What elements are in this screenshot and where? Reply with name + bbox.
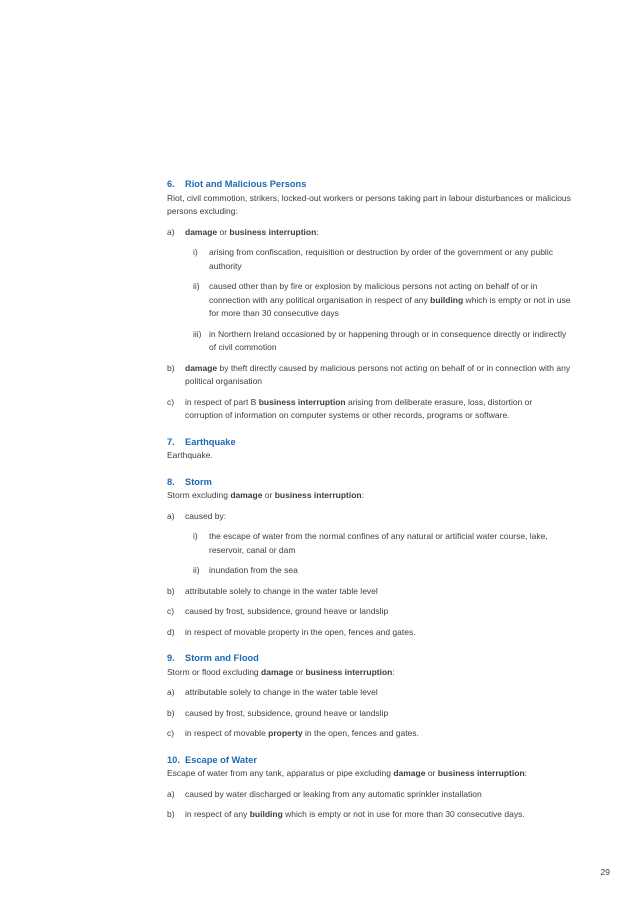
item-marker: b) [167,585,175,596]
item-text: in respect of movable property in the open, fences and gates. [185,626,416,637]
list-item [167,226,571,355]
section-heading [167,754,571,768]
item-marker: b) [167,707,175,718]
item-marker: a) [167,687,175,697]
item-text: in respect of movable property in the open, fences and gates. [185,728,419,738]
section-number: 6. [167,179,175,189]
sections-container [167,178,571,822]
subitem-marker: ii) [193,565,200,575]
section-title: Storm and Flood [185,653,259,663]
item-text: caused by water discharged or leaking from any automatic sprinkler installation [185,788,482,799]
policy-section [167,754,571,822]
section-title: Escape of Water [185,754,257,765]
item-text: caused by frost, subsidence, ground heave or landslip [185,606,389,616]
subitem-marker: ii) [193,281,200,291]
item-marker: a) [167,226,175,237]
subitem-text: arising from confiscation, requisition or destruction by order of the government or any public authority [209,247,553,271]
section-heading [167,178,571,192]
list-item [167,510,571,578]
section-heading [167,476,571,490]
section-items [167,226,571,423]
item-marker: c) [167,728,175,738]
item-marker: a) [167,788,175,799]
sub-list-item [193,280,571,321]
item-text: in respect of part B business interruption arising from deliberate erasure, loss, distortion or corruption of information on computer systems or other records, programs or software. [185,396,533,420]
section-intro: Riot, civil commotion, strikers, locked-out workers or persons taking part in labour disturbances or malicious persons excluding: [167,192,571,216]
section-number: 9. [167,653,175,663]
sub-list-item [193,328,571,355]
section-intro: Earthquake. [167,450,213,460]
policy-section [167,476,571,640]
item-marker: c) [167,606,175,616]
item-marker: c) [167,396,175,407]
subitem-text: in Northern Ireland occasioned by or happening through or in consequence directly or indirectly of civil commotion [209,328,567,352]
section-heading [167,652,571,666]
section-items [167,686,571,741]
item-marker: a) [167,510,175,521]
item-subitems [185,530,571,578]
policy-section [167,178,571,423]
list-item [167,727,571,741]
item-marker: b) [167,362,175,373]
section-number: 7. [167,436,175,447]
section-intro: Storm or flood excluding damage or business interruption: [167,666,395,677]
section-title: Earthquake [185,436,236,447]
list-item [167,396,571,423]
section-number: 10. [167,754,180,765]
item-text: attributable solely to change in the water table level [185,585,378,596]
list-item [167,626,571,640]
section-items [167,788,571,822]
sub-list-item [193,246,571,273]
sub-list-item [193,564,571,578]
item-marker: b) [167,809,175,819]
item-text: caused by: [185,510,227,521]
item-text: damage by theft directly caused by malicious persons not acting on behalf of or in connection with any political organisation [185,362,571,386]
section-number: 8. [167,476,175,487]
subitem-marker: i) [193,531,198,541]
list-item [167,707,571,721]
item-text: in respect of any building which is empty or not in use for more than 30 consecutive days. [185,809,525,819]
list-item [167,686,571,700]
subitem-text: the escape of water from the normal confines of any natural or artificial water course, lake, reservoir, canal or dam [209,531,548,555]
list-item [167,605,571,619]
item-subitems [185,246,571,355]
section-heading [167,436,571,450]
item-text: attributable solely to change in the water table level [185,687,378,697]
item-marker: d) [167,626,175,637]
policy-section [167,436,571,463]
section-title: Storm [185,476,212,487]
subitem-marker: i) [193,247,198,257]
subitem-text: inundation from the sea [209,565,298,575]
sub-list-item [193,530,571,557]
list-item [167,788,571,802]
item-text: damage or business interruption: [185,226,319,237]
item-text: caused by frost, subsidence, ground heave or landslip [185,707,389,718]
list-item [167,362,571,389]
page-number: 29 [600,867,610,877]
list-item [167,808,571,822]
policy-section [167,652,571,741]
subitem-marker: iii) [193,328,202,339]
section-intro: Storm excluding damage or business interruption: [167,490,364,500]
subitem-text: caused other than by fire or explosion by malicious persons not acting on behalf of or in connection with any political organisation in respect of any building which is empty or not in use for more than 30 consecutive days [209,281,571,318]
list-item [167,585,571,599]
section-title: Riot and Malicious Persons [185,179,307,189]
section-intro: Escape of water from any tank, apparatus or pipe excluding damage or business interruption: [167,768,528,778]
section-items [167,510,571,640]
